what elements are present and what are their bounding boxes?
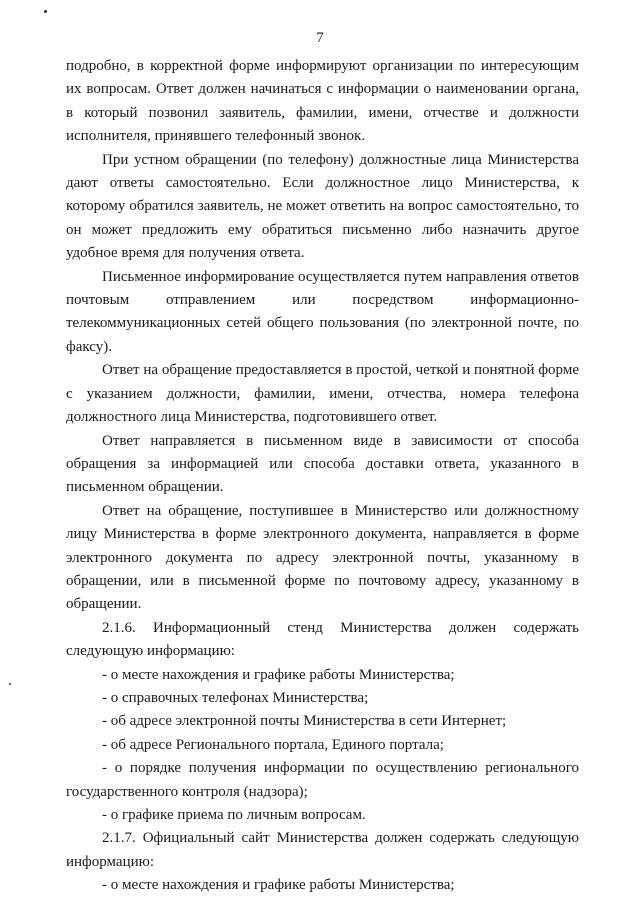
paragraph: При устном обращении (по телефону) должностные лица Министерства дают ответы самостоятельно. Если должностное лицо Министерства, к которому обратился заявитель, не может ответить на вопрос самостоятельно, то он может предложить ему обратиться письменно либо назначить другое удобное время для получения ответа. bbox=[66, 151, 579, 262]
paragraph: - о порядке получения информации по осуществлению регионального государственного контроля (надзора); bbox=[66, 760, 579, 800]
paragraph: 2.1.6. Информационный стенд Министерства должен содержать следующую информацию: bbox=[66, 619, 579, 660]
paragraph: - о справочных телефонах Министерства; bbox=[102, 689, 369, 706]
paragraph: Письменное информирование осуществляется путем направления ответов почтовым отправлением или посредством информационно-телекоммуникационных сетей общего пользования (по электронной почте, по факсу). bbox=[66, 268, 579, 355]
paragraph: Ответ на обращение предоставляется в простой, четкой и понятной форме с указанием должности, фамилии, имени, отчества, номера телефона должностного лица Министерства, подготовившего ответ. bbox=[66, 362, 579, 426]
paragraph: - о месте нахождения и графике работы Министерства; bbox=[102, 666, 455, 683]
paragraph: подробно, в корректной форме информируют организации по интересующим их вопросам. Ответ должен начинаться с информации о наименовании органа, в который позвонил заявитель, фамилии, имени, отчестве и должности исполнителя, принявшего телефонный звонок. bbox=[66, 58, 579, 145]
paragraph: Ответ направляется в письменном виде в зависимости от способа обращения за информацией или способа доставки ответа, указанного в письменном обращении. bbox=[66, 432, 579, 496]
document-body bbox=[66, 55, 579, 898]
paragraph: - о месте нахождения и графике работы Министерства; bbox=[102, 877, 455, 894]
paragraph: - о графике приема по личным вопросам. bbox=[102, 807, 366, 823]
paragraph: - об адресе электронной почты Министерства в сети Интернет; bbox=[102, 713, 507, 730]
scan-speck bbox=[44, 10, 47, 13]
paragraph: Ответ на обращение, поступившее в Министерство или должностному лицу Министерства в форме электронного документа, направляется в форме электронного документа по адресу электронной почты, указанному в обращении, или в письменной форме по почтовому адресу, указанному в обращении. bbox=[66, 502, 579, 613]
paragraph: - об адресе Регионального портала, Единого портала; bbox=[102, 736, 444, 753]
scan-speck bbox=[9, 683, 11, 685]
page-number: 7 bbox=[316, 30, 324, 46]
paragraph: 2.1.7. Официальный сайт Министерства должен содержать следующую информацию: bbox=[66, 830, 579, 870]
